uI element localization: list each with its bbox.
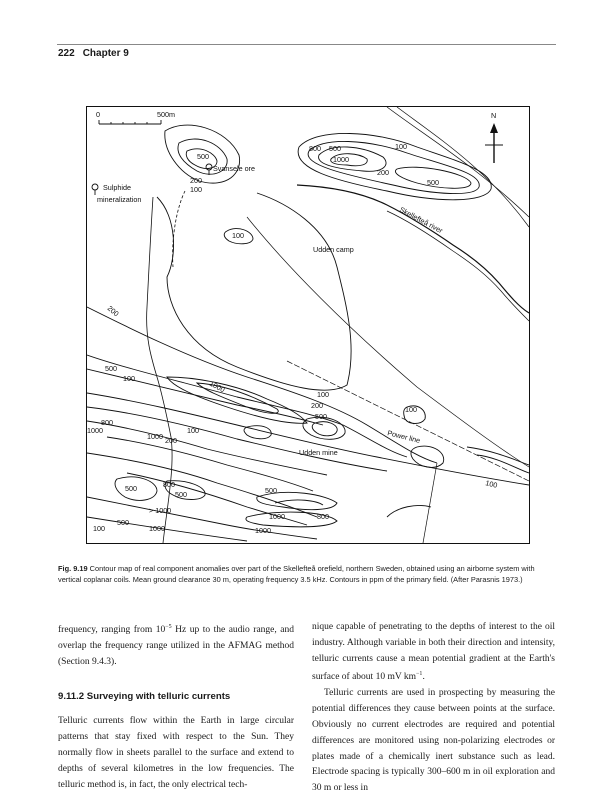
lower-500b-label: 500 — [175, 490, 187, 499]
left-paragraph-2: Telluric currents flow within the Earth in large circular patterns that stay fixed with respect to the Sun. They normally flow in sheets parallel to the surface and extend to depths of several kilometres in the low frequencies. The telluric method is, in fact, the only electrical tech- — [58, 716, 294, 790]
header-rule — [57, 44, 556, 45]
svansele-anomaly — [165, 125, 255, 194]
udden-camp-label: Udden camp — [313, 245, 354, 254]
section-heading: 9.11.2 Surveying with telluric currents — [58, 690, 231, 702]
band-1000-left-label: 1000 — [87, 426, 103, 435]
north-800-label: 800 — [309, 144, 321, 153]
right-paragraph-1: nique capable of penetrating to the depths of interest to the oil industry. Although variable in both their direction and intensity, telluric currents cause a mean potential gradient at the Earth's surface of about 10 mV $km^{-1}$. — [312, 622, 555, 683]
svansele-100-label: 100 — [190, 185, 202, 194]
bottom-1000-label: 1000 — [269, 512, 285, 521]
scale-zero-label: 0 — [96, 110, 100, 119]
river-label: Skellefteå river — [398, 204, 445, 236]
running-header — [58, 48, 129, 59]
band-1000-left2-label: 1000 — [147, 432, 163, 441]
contour-map — [87, 107, 529, 543]
svansele-200-label: 200 — [190, 176, 202, 185]
band-800-label: 800 — [101, 418, 113, 427]
bottom-100-label: 100 — [93, 524, 105, 533]
band-500-label: 500 — [105, 364, 117, 373]
right-column — [312, 620, 555, 797]
right-paragraph-2: Telluric currents are used in prospecting by measuring the potential differences they cause between points at the surface. Obviously no current electrodes are required and potential differences are monitored using non-polarizing electrodes or plates made of a chemically inert substance such as lead. Electrode spacing is typically 300–600 m in oil exploration and 30 m or less in — [312, 688, 555, 794]
chapter-title: Chapter 9 — [82, 48, 129, 59]
page-number: 222 — [58, 48, 75, 59]
band-100-label: 100 — [123, 374, 135, 383]
left-column — [58, 620, 294, 793]
bottom-1000c-label: 1000 — [255, 526, 271, 535]
bottom-1000b-label: 1000 — [149, 524, 165, 533]
north-arrow — [485, 111, 503, 163]
north-500b-label: 500 — [427, 178, 439, 187]
bottom-800-label: 800 — [317, 512, 329, 521]
contour-map-figure — [86, 106, 530, 544]
udden-mine-label: Udden mine — [299, 448, 338, 457]
band-200-label: 200 — [105, 303, 121, 319]
band-200-l2-label: 200 — [165, 436, 177, 445]
sulphide-legend — [92, 183, 141, 204]
lower-500c-label: 500 — [265, 486, 277, 495]
caption-text: Contour map of real component anomalies over part of the Skellefteå orefield, northern Sweden, obtained using an airborne system with vertical coplanar coils. Mean ground clearance 30 m, operating frequency 3.5 kHz. Contours in ppm of the primary field. (After Parasnis 1973.) — [58, 564, 535, 584]
sulphide-label-1: Sulphide — [103, 183, 131, 192]
gt-1000-label: > 1000 — [149, 506, 172, 515]
north-1000-label: 1000 — [333, 155, 349, 164]
north-500-label: 500 — [329, 144, 341, 153]
east-100-label: 100 — [484, 478, 499, 490]
power-line-label: Power line — [386, 428, 422, 446]
patch-100-label: 100 — [232, 231, 244, 240]
bottom-500-label: 500 — [117, 518, 129, 527]
scale-500m-label: 500m — [157, 110, 175, 119]
center-200-label: 200 — [311, 401, 323, 410]
figure-caption — [58, 563, 555, 585]
scale-bar — [96, 110, 175, 124]
left-paragraph-1: frequency, ranging from $10^{-5}$ Hz up to the audio range, and overlap the frequency range utilized in the AFMAG method (Section 9.4.3). — [58, 624, 294, 667]
lower-500-label: 500 — [125, 484, 137, 493]
svansele-ore-label: Svansele ore — [213, 164, 255, 173]
center-500-label: 500 — [315, 412, 327, 421]
center-100-label: 100 — [317, 390, 329, 399]
north-anomaly — [298, 133, 491, 199]
north-label: N — [491, 111, 497, 120]
band-1000-label: 1000 — [208, 378, 227, 395]
sulphide-label-2: mineralization — [97, 195, 142, 204]
figure-number: Fig. 9.19 — [58, 564, 88, 573]
north-200-label: 200 — [377, 168, 389, 177]
north-100-label: 100 — [395, 142, 407, 151]
band-100-l2-label: 100 — [187, 426, 199, 435]
right-100-label: 100 — [405, 405, 417, 414]
lower-800-label: 800 — [163, 480, 175, 489]
svansele-500-label: 500 — [197, 152, 209, 161]
